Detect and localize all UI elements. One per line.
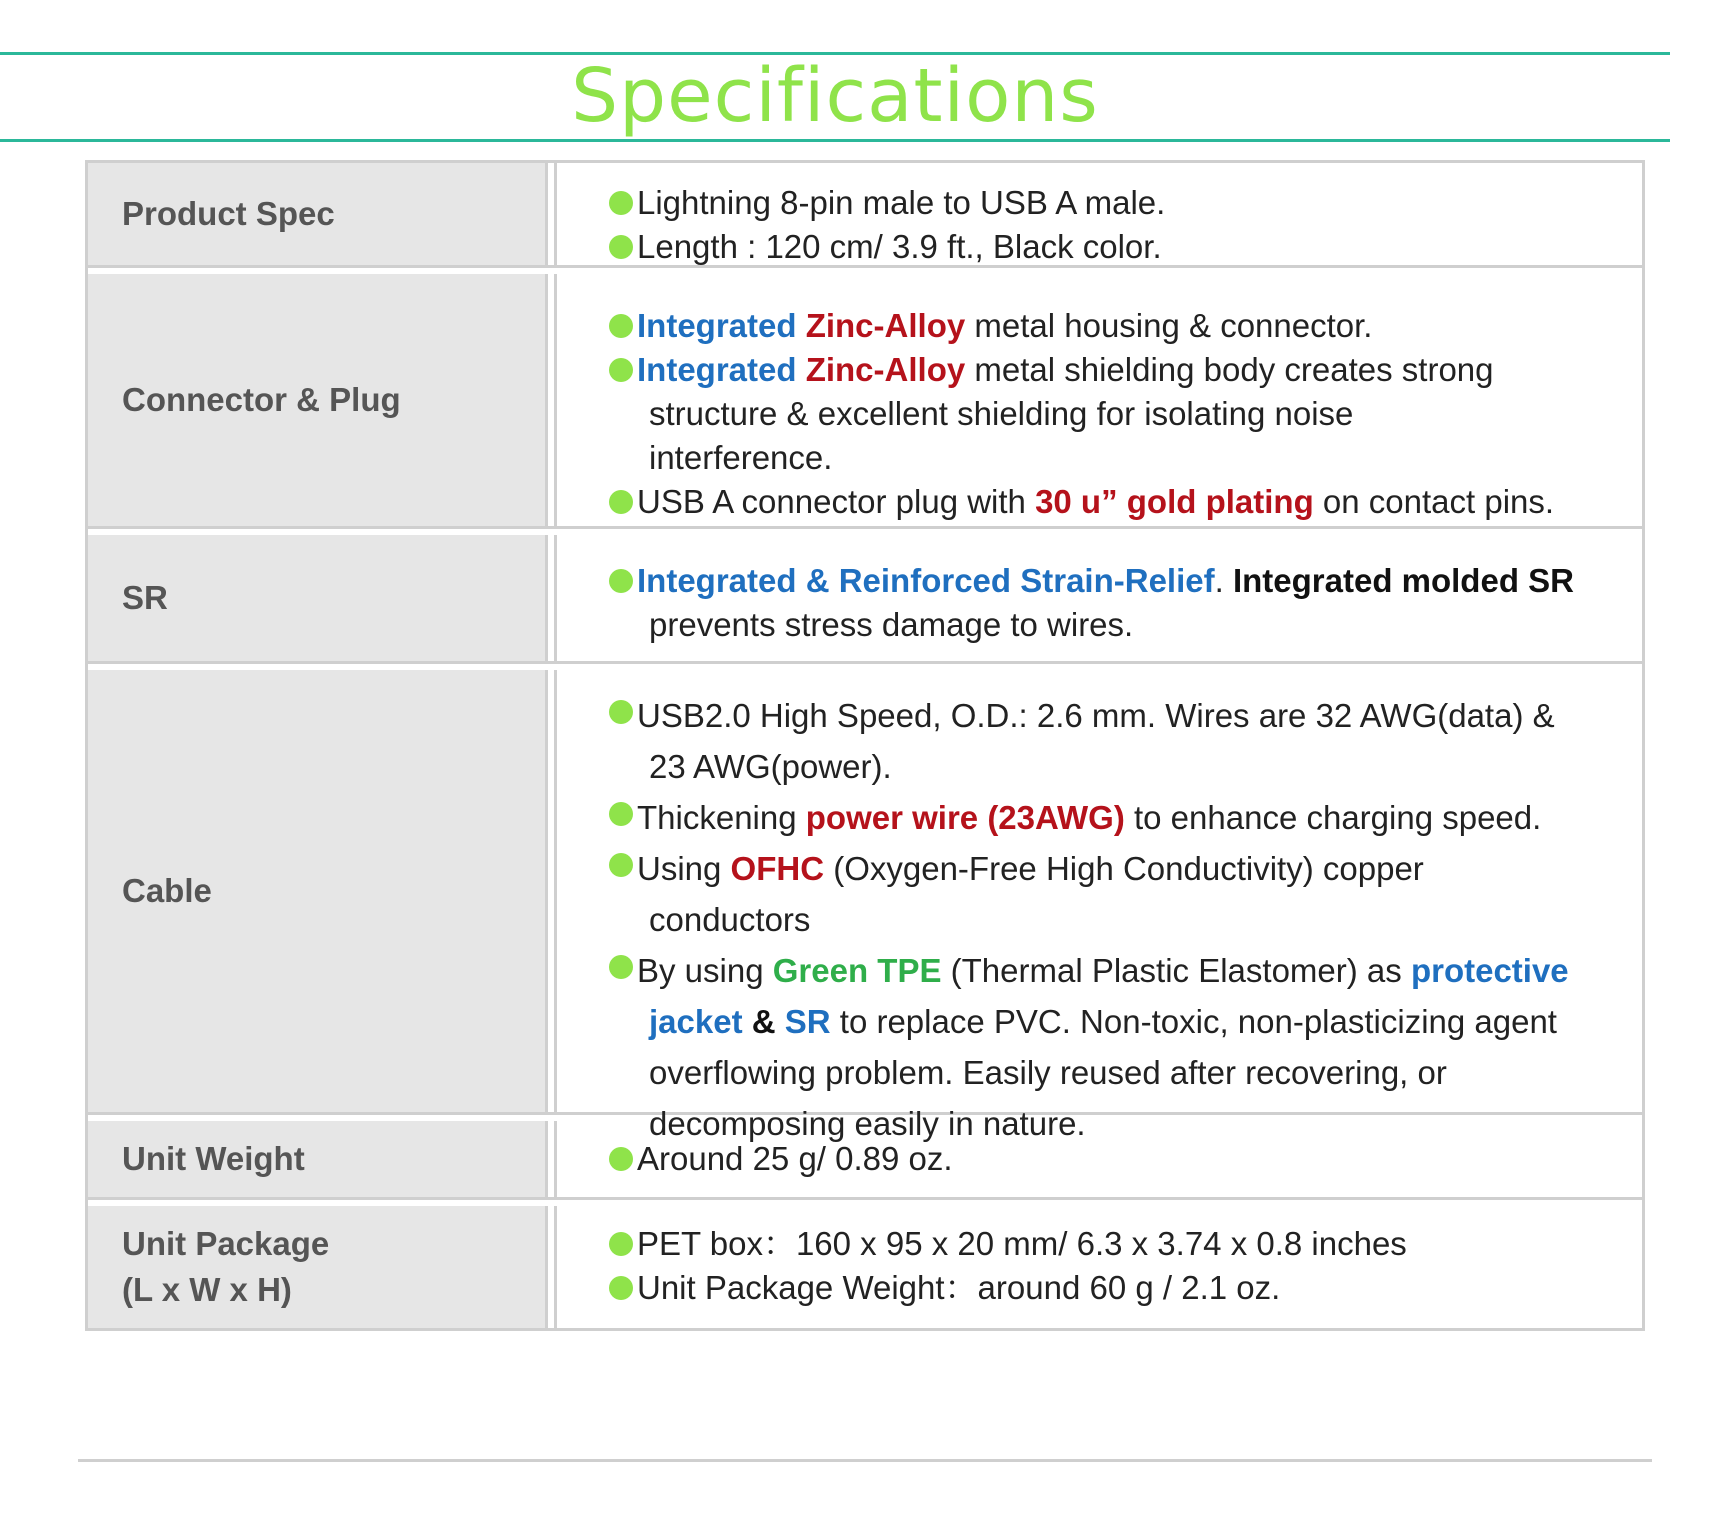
bullet-dot-icon: [609, 235, 633, 259]
spec-row: [88, 1206, 1642, 1328]
spec-value: [554, 1206, 1642, 1328]
spec-label-text: Product Spec: [122, 195, 335, 232]
text-run: Integrated: [637, 307, 797, 344]
text-run: on contact pins.: [1313, 483, 1555, 520]
continuation-line: structure & excellent shielding for isolating noise: [649, 395, 1354, 432]
spec-bullet: [609, 1222, 1622, 1266]
continuation-line: overflowing problem. Easily reused after recovering, or: [649, 1054, 1447, 1091]
spec-label: [88, 163, 548, 265]
spec-bullet: [609, 945, 1622, 996]
spec-label-text: Connector & Plug: [122, 381, 401, 418]
spec-row: [88, 1121, 1642, 1200]
spec-value: [554, 1121, 1642, 1197]
text-run: jacket: [649, 1003, 743, 1040]
bullet-dot-icon: [609, 1147, 633, 1171]
text-run: [797, 307, 806, 344]
text-run: (Thermal Plastic Elastomer) as: [941, 952, 1411, 989]
text-run: (Oxygen-Free High Conductivity) copper: [824, 850, 1424, 887]
bullet-dot-icon: [609, 191, 633, 215]
spec-bullet: [609, 181, 1622, 225]
text-run: Integrated & Reinforced Strain-Relief: [637, 562, 1215, 599]
text-run: USB2.0 High Speed, O.D.: 2.6 mm. Wires are 32 AWG(data) &: [637, 697, 1555, 734]
text-run: Thickening: [637, 799, 806, 836]
text-run: protective: [1410, 952, 1569, 989]
text-run: to replace PVC. Non-toxic, non-plasticizing agent: [830, 1003, 1557, 1040]
spec-value: [554, 274, 1642, 526]
bullet-dot-icon: [609, 955, 633, 979]
continuation-line: interference.: [649, 439, 833, 476]
spec-bullet: [609, 1266, 1622, 1310]
text-run: Green TPE: [772, 952, 942, 989]
bullet-dot-icon: [609, 358, 633, 382]
spec-label: [88, 670, 548, 1112]
text-run: USB A connector plug with: [637, 483, 1036, 520]
bullet-dot-icon: [609, 490, 633, 514]
spec-value: [554, 535, 1642, 661]
spec-row: [88, 670, 1642, 1142]
text-run: OFHC: [730, 850, 825, 887]
text-run: [743, 1003, 752, 1040]
continuation-line: 23 AWG(power).: [649, 748, 892, 785]
text-run: Around 25 g/ 0.89 oz.: [637, 1140, 953, 1177]
spec-label-text: Unit Weight: [122, 1140, 305, 1177]
text-run: to enhance charging speed.: [1124, 799, 1542, 836]
spec-row: [88, 274, 1642, 529]
spec-bullet: [609, 480, 1622, 524]
bullet-dot-icon: [609, 1232, 633, 1256]
bottom-rule: [78, 1459, 1652, 1462]
page-title: Specifications: [571, 53, 1099, 139]
text-run: [797, 351, 806, 388]
text-run: Using: [637, 850, 731, 887]
text-run: Zinc-Alloy: [805, 307, 966, 344]
text-run: metal housing & connector.: [965, 307, 1373, 344]
spec-label: [88, 1206, 548, 1328]
text-run: Integrated molded SR: [1232, 562, 1574, 599]
spec-bullet: [609, 792, 1622, 843]
bullet-dot-icon: [609, 569, 633, 593]
text-run: [776, 1003, 785, 1040]
spec-value: [554, 163, 1642, 265]
bullet-dot-icon: [609, 802, 633, 826]
text-run: Unit Package Weight：around 60 g / 2.1 oz.: [637, 1269, 1281, 1306]
text-run: PET box：160 x 95 x 20 mm/ 6.3 x 3.74 x 0.8 inches: [637, 1225, 1407, 1262]
spec-row: [88, 535, 1642, 664]
text-run: SR: [784, 1003, 831, 1040]
spec-value: [554, 670, 1642, 1142]
spec-label: [88, 1121, 548, 1197]
spec-bullet: [609, 1137, 1622, 1181]
spec-label-text: SR: [122, 579, 168, 616]
text-run: By using: [637, 952, 773, 989]
spec-label-text: (L x W x H): [122, 1271, 292, 1308]
spec-bullet: [609, 225, 1622, 269]
bullet-dot-icon: [609, 1276, 633, 1300]
spec-label: [88, 274, 548, 526]
bullet-dot-icon: [609, 314, 633, 338]
text-run: power wire (23AWG): [805, 799, 1125, 836]
text-run: 30 u” gold plating: [1035, 483, 1314, 520]
bullet-dot-icon: [609, 700, 633, 724]
title-underline-rule: [0, 139, 1670, 142]
text-run: Integrated: [637, 351, 797, 388]
text-run: &: [751, 1003, 776, 1040]
bullet-dot-icon: [609, 853, 633, 877]
continuation-line: conductors: [649, 901, 811, 938]
text-run: .: [1214, 562, 1233, 599]
continuation-line: prevents stress damage to wires.: [649, 606, 1134, 643]
text-run: Length : 120 cm/ 3.9 ft., Black color.: [637, 228, 1162, 265]
spec-bullet: [609, 690, 1622, 792]
text-run: Zinc-Alloy: [805, 351, 966, 388]
spec-bullet: [609, 348, 1622, 480]
spec-table: [85, 160, 1645, 1331]
spec-row: [88, 163, 1642, 268]
spec-bullet: [609, 843, 1622, 945]
continuation-line: [609, 996, 1622, 1047]
text-run: Lightning 8-pin male to USB A male.: [637, 184, 1166, 221]
spec-bullet: [609, 304, 1622, 348]
text-run: metal shielding body creates strong: [965, 351, 1494, 388]
spec-label-text: Unit Package: [122, 1225, 330, 1262]
spec-bullet: [609, 559, 1622, 647]
spec-label-text: Cable: [122, 872, 212, 909]
spec-label: [88, 535, 548, 661]
continuation-line: decomposing easily in nature.: [649, 1105, 1086, 1142]
